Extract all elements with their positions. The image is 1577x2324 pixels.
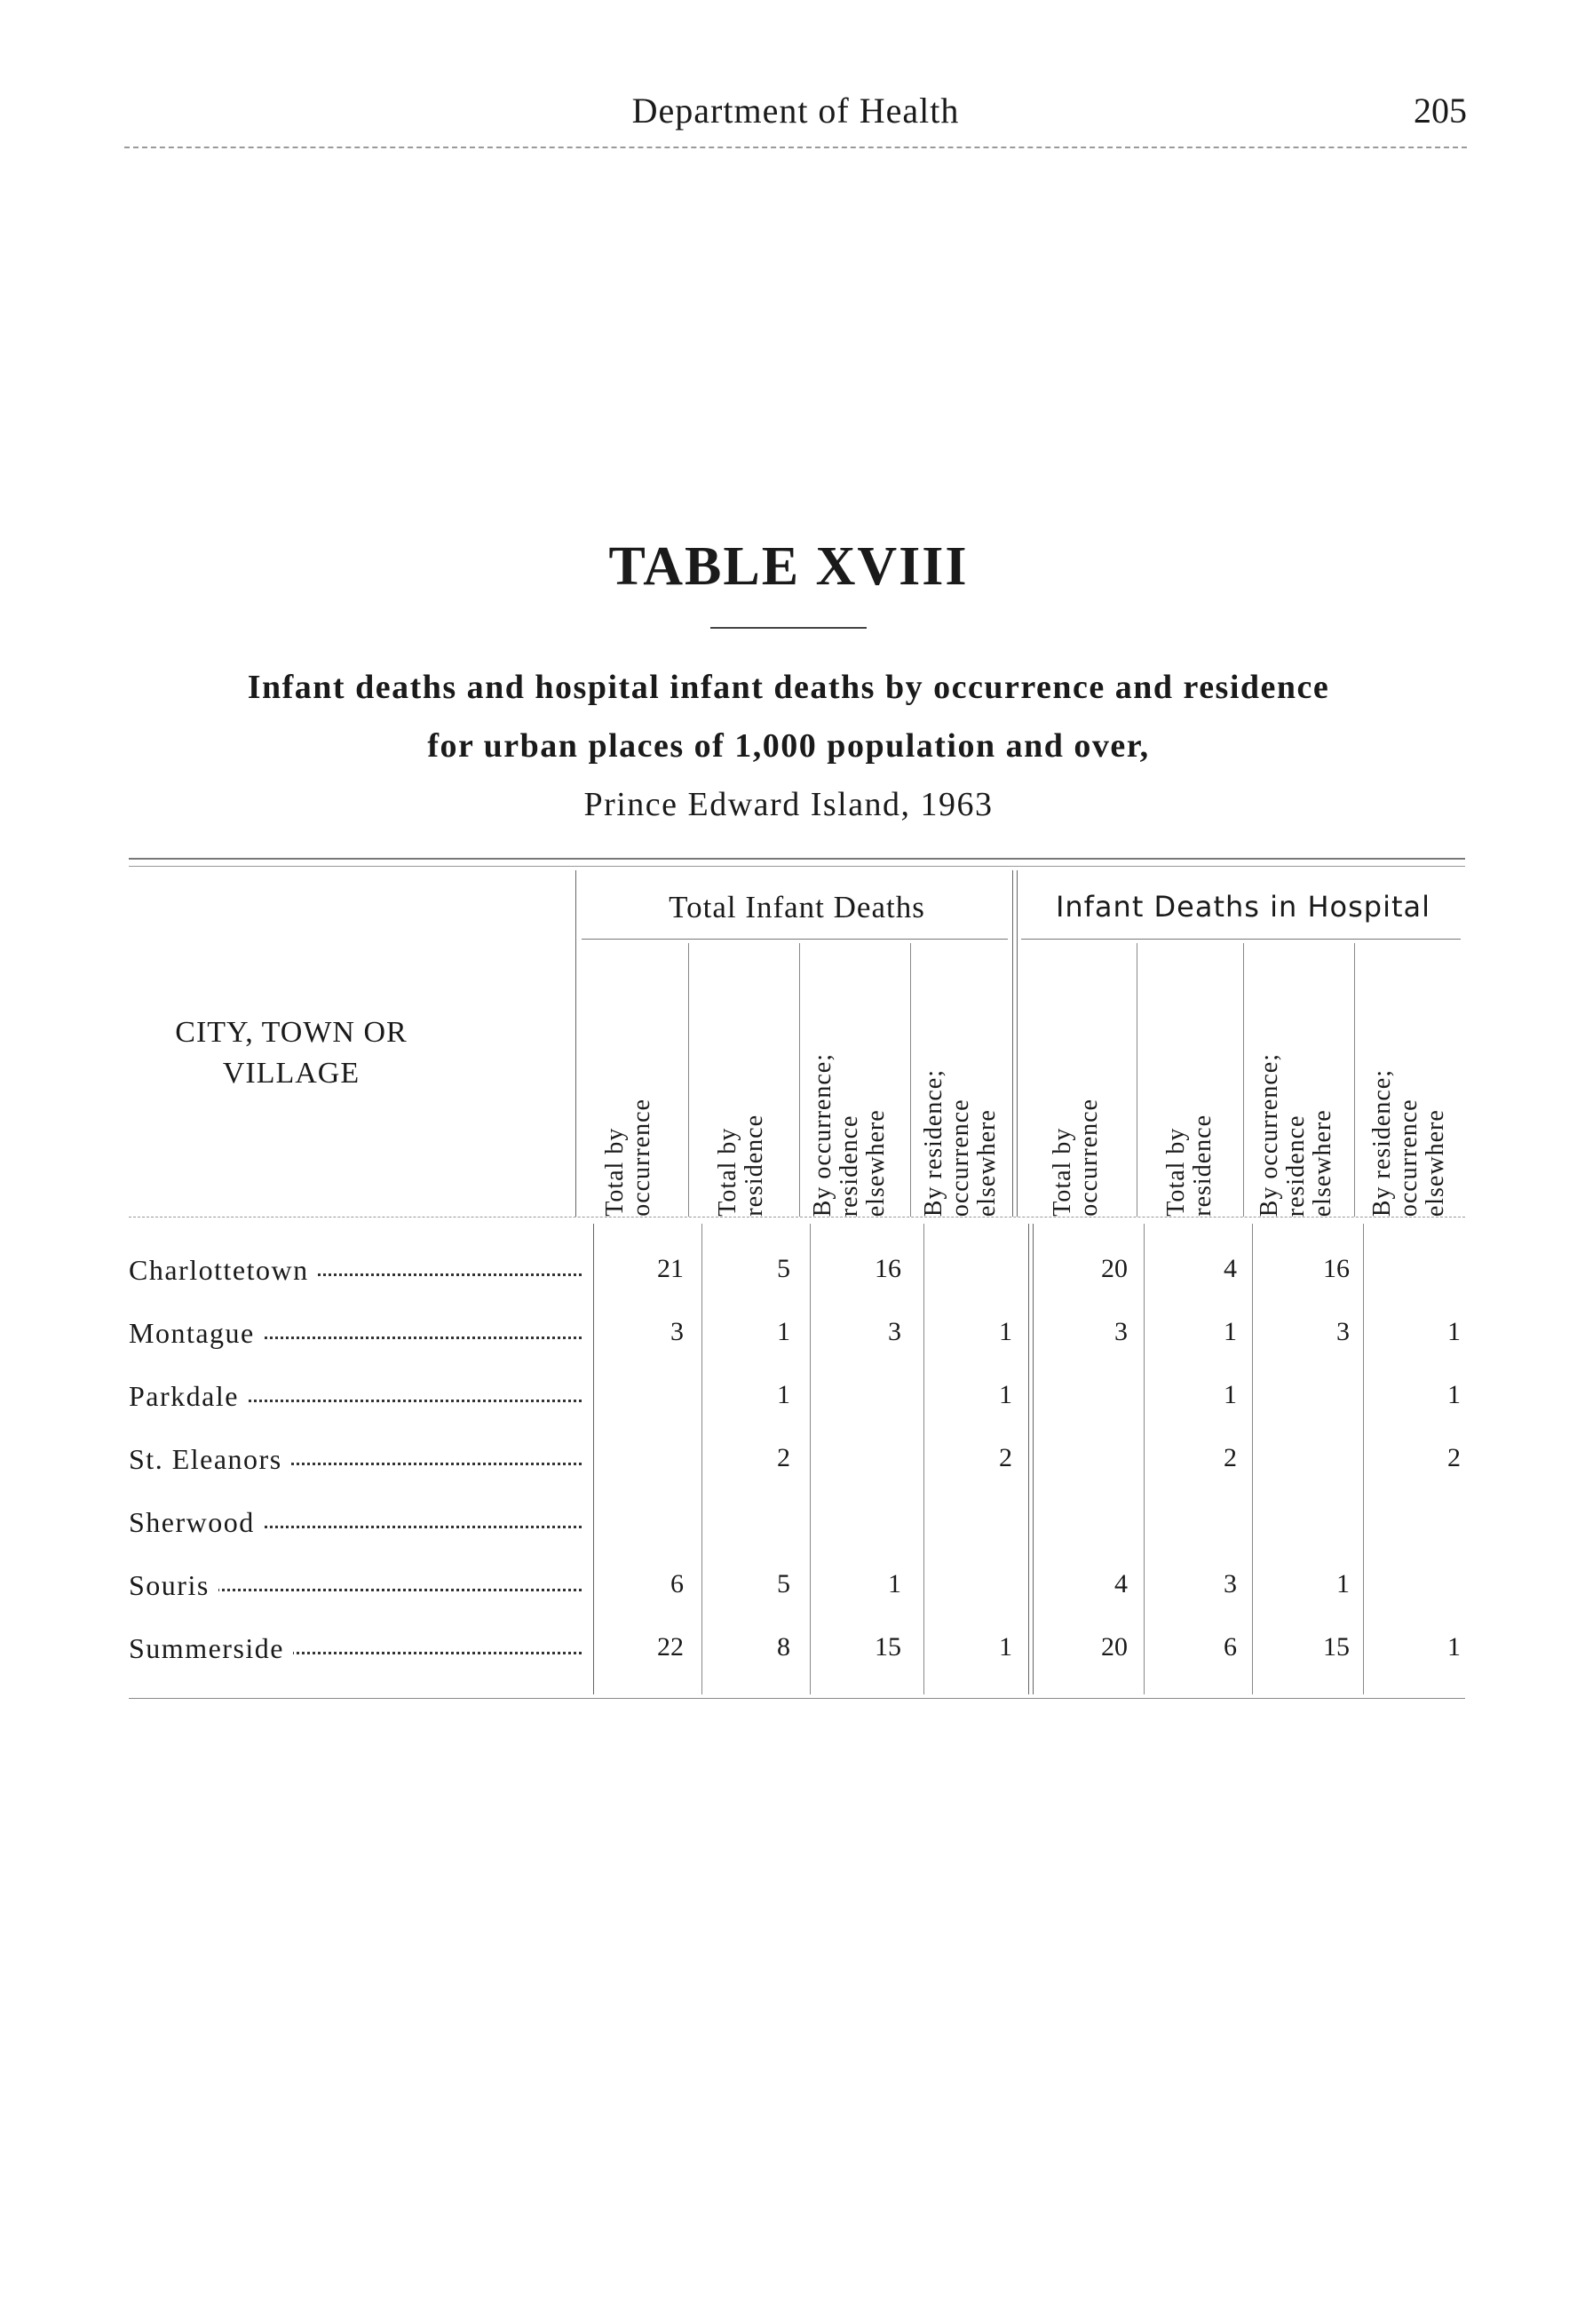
place-name: Parkdale <box>129 1380 248 1413</box>
table-cell: 15 <box>1323 1632 1350 1662</box>
col-divider <box>1354 943 1355 1217</box>
col-divider <box>1243 943 1244 1217</box>
table-cell: 8 <box>777 1632 790 1662</box>
place-name: Montague <box>129 1317 264 1350</box>
table-cell: 1 <box>1447 1380 1461 1409</box>
title-rule <box>710 627 867 629</box>
col-head-hosp-total-residence: Total by residence <box>1162 1114 1216 1217</box>
table-cell: 1 <box>777 1317 790 1346</box>
table-cell: 3 <box>1224 1569 1237 1598</box>
place-name: Summerside <box>129 1632 293 1665</box>
table-row <box>129 1306 1465 1368</box>
col-head-hosp-occurrence-residence-elsewhere: By occurrence; residence elsewhere <box>1256 1052 1336 1217</box>
running-title: Department of Health <box>631 91 960 131</box>
table-cell: 1 <box>1447 1632 1461 1662</box>
table-title: TABLE XVIII <box>608 536 969 597</box>
table-row <box>129 1432 1465 1495</box>
table-cell: 1 <box>1447 1317 1461 1346</box>
col-head-hosp-residence-occurrence-elsewhere: By residence; occurrence elsewhere <box>1368 1068 1449 1217</box>
group-divider <box>1012 870 1018 1217</box>
col-head-residence-occurrence-elsewhere: By residence; occurrence elsewhere <box>920 1068 1001 1217</box>
col-head-total-occurrence: Total by occurrence <box>601 1099 655 1217</box>
table-cell: 3 <box>888 1317 901 1346</box>
table-cell: 6 <box>670 1569 684 1598</box>
caption-line-1: Infant deaths and hospital infant deaths by occurrence and residence <box>247 669 1330 706</box>
table-cell: 21 <box>657 1254 684 1283</box>
table-cell: 1 <box>888 1569 901 1598</box>
group-rule-total <box>582 939 1008 940</box>
caption-line-3: Prince Edward Island, 1963 <box>583 786 994 823</box>
table-cell: 20 <box>1101 1254 1128 1283</box>
table-row <box>129 1622 1465 1684</box>
col-divider <box>910 943 911 1217</box>
table-cell: 3 <box>1114 1317 1128 1346</box>
table-row <box>129 1559 1465 1621</box>
table-cell: 3 <box>670 1317 684 1346</box>
group-heading-hospital: Infant Deaths in Hospital <box>1055 890 1431 924</box>
table-row <box>129 1243 1465 1305</box>
table-cell: 2 <box>777 1443 790 1472</box>
table-cell: 22 <box>657 1632 684 1662</box>
table-cell: 5 <box>777 1254 790 1283</box>
place-name: Souris <box>129 1569 218 1602</box>
caption-line-2: for urban places of 1,000 population and over, <box>427 727 1150 765</box>
table-cell: 2 <box>1447 1443 1461 1472</box>
group-rule-hospital <box>1021 939 1461 940</box>
table-cell: 1 <box>1224 1380 1237 1409</box>
stub-divider <box>575 870 576 1217</box>
place-name: St. Eleanors <box>129 1443 291 1476</box>
table-cell: 2 <box>999 1443 1012 1472</box>
table-cell: 16 <box>1323 1254 1350 1283</box>
table-cell: 2 <box>1224 1443 1237 1472</box>
col-head-hosp-total-occurrence: Total by occurrence <box>1049 1099 1103 1217</box>
table-cell: 1 <box>777 1380 790 1409</box>
place-name: Sherwood <box>129 1506 264 1539</box>
table-cell: 1 <box>999 1632 1012 1662</box>
table-cell: 1 <box>999 1380 1012 1409</box>
table-cell: 1 <box>999 1317 1012 1346</box>
col-head-occurrence-residence-elsewhere: By occurrence; residence elsewhere <box>809 1052 890 1217</box>
table-cell: 3 <box>1336 1317 1350 1346</box>
stub-heading: CITY, TOWN OR VILLAGE <box>175 1016 408 1090</box>
table-cell: 4 <box>1224 1254 1237 1283</box>
table-cell: 6 <box>1224 1632 1237 1662</box>
page-number: 205 <box>1414 91 1467 131</box>
table-cell: 15 <box>875 1632 901 1662</box>
table-cell: 16 <box>875 1254 901 1283</box>
place-name: Charlottetown <box>129 1254 318 1287</box>
group-heading-total: Total Infant Deaths <box>669 890 925 924</box>
table-cell: 5 <box>777 1569 790 1598</box>
table-top-rule-inner <box>129 866 1465 867</box>
table-cell: 1 <box>1336 1569 1350 1598</box>
col-head-total-residence: Total by residence <box>714 1114 768 1217</box>
table-bottom-rule <box>129 1698 1465 1699</box>
table-row <box>129 1495 1465 1558</box>
col-divider <box>799 943 800 1217</box>
table-cell: 20 <box>1101 1632 1128 1662</box>
table-top-rule <box>129 858 1465 860</box>
col-divider <box>688 943 689 1217</box>
table-row <box>129 1369 1465 1432</box>
table-cell: 4 <box>1114 1569 1128 1598</box>
running-head <box>124 84 1467 148</box>
table-cell: 1 <box>1224 1317 1237 1346</box>
